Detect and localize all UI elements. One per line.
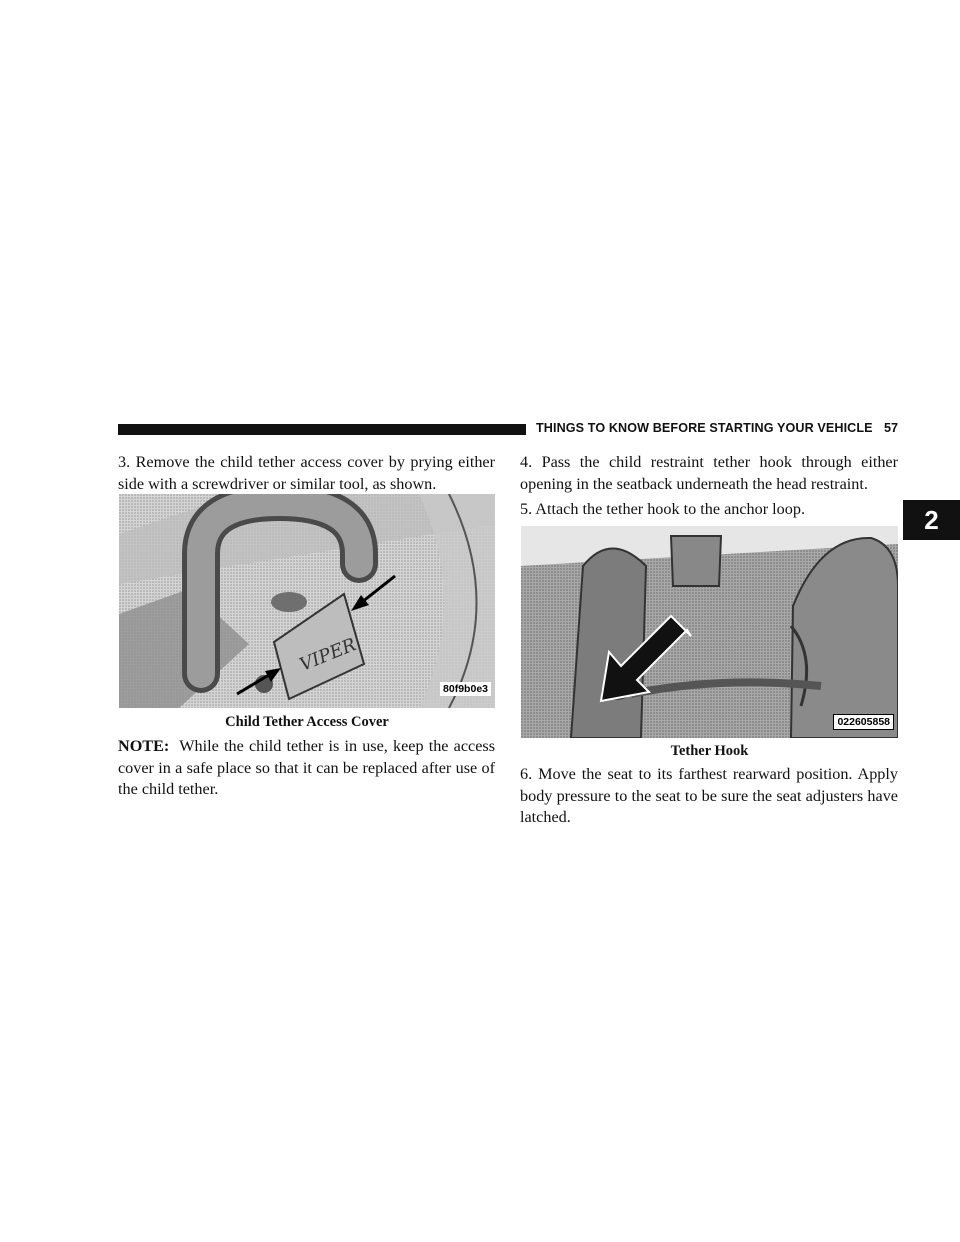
step-3-text: 3. Remove the child tether access cover by prying either side with a screwdriver or similar tool, as shown. <box>118 453 495 493</box>
section-tab: 2 <box>903 500 960 540</box>
figure-1-code: 80f9b0e3 <box>440 682 491 696</box>
figure-child-tether-access-cover <box>119 494 495 708</box>
note-paragraph <box>118 736 495 801</box>
note-text: While the child tether is in use, keep the access cover in a safe place so that it can be replaced after use of the child tether. <box>118 737 495 798</box>
step-4-text: 4. Pass the child restraint tether hook through either opening in the seatback underneath the head restraint. <box>520 453 898 493</box>
access-cover-illustration <box>119 494 495 708</box>
figure-tether-hook <box>521 526 898 738</box>
running-header-title: THINGS TO KNOW BEFORE STARTING YOUR VEHICLE <box>536 421 873 435</box>
figure-1-caption: Child Tether Access Cover <box>225 714 389 730</box>
figure-2-code: 022605858 <box>833 714 894 730</box>
page-number: 57 <box>884 421 899 435</box>
step-6-text: 6. Move the seat to its farthest rearward position. Apply body pressure to the seat to be sure the seat adjusters have latched. <box>520 765 898 826</box>
header-rule <box>118 424 526 435</box>
svg-text:VIPER: VIPER <box>296 634 360 676</box>
step-5-text: 5. Attach the tether hook to the anchor loop. <box>520 500 806 518</box>
figure-2-caption: Tether Hook <box>670 743 749 759</box>
note-label: NOTE: <box>118 737 170 755</box>
tether-hook-illustration <box>521 526 898 738</box>
